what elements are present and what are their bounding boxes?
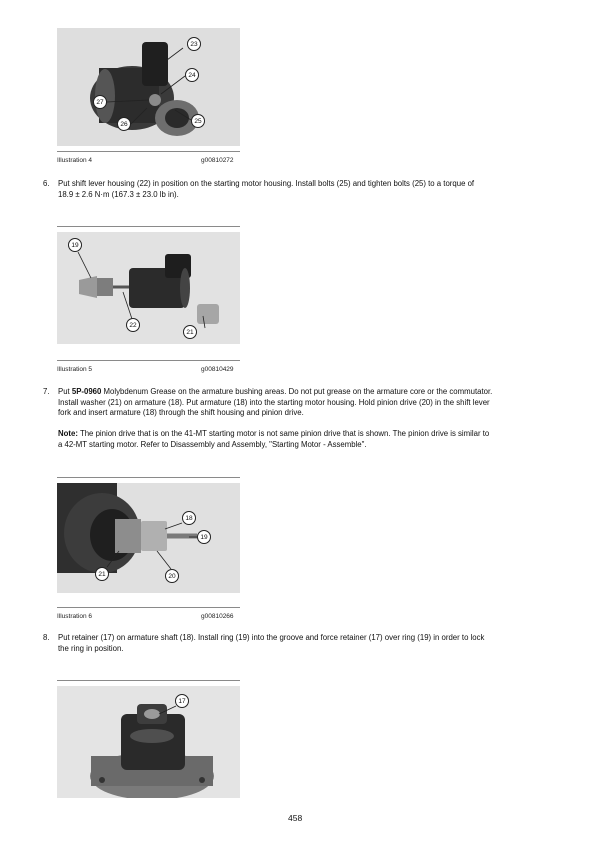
callout-20: 20	[165, 569, 179, 583]
callout-19: 19	[197, 530, 211, 544]
note-line-1-text: The pinion drive that is on the 41-MT starting motor is not same pinion drive that is shown. The pinion drive is similar to	[77, 429, 490, 438]
step-6-line-1: Put shift lever housing (22) in position on the starting motor housing. Install bolts (25) and tighten bolts (25) to a torque of	[58, 179, 475, 188]
illustration-6-id: g00810266	[201, 613, 234, 620]
illustration-5-id: g00810429	[201, 366, 234, 373]
callout-21: 21	[183, 325, 197, 339]
step-8-line-1: Put retainer (17) on armature shaft (18). Install ring (19) into the groove and force retainer (17) over ring (19) in order to lock	[58, 633, 485, 642]
callout-25: 25	[191, 114, 205, 128]
step-7-line-2: Install washer (21) on armature (18). Put armature (18) into the starting motor housing. Hold pinion drive (20) in the shift lever	[58, 397, 490, 407]
illustration-6-photo	[57, 483, 240, 593]
step-7-line-1-post: Molybdenum Grease on the armature bushing areas. Do not put grease on the armature core or the commutator.	[101, 387, 493, 396]
callout-21: 21	[95, 567, 109, 581]
illustration-6-rule	[57, 607, 240, 608]
callout-24: 24	[185, 68, 199, 82]
callout-18: 18	[182, 511, 196, 525]
step-6-line-2: 18.9 ± 2.6 N·m (167.3 ± 23.0 lb in).	[58, 189, 179, 199]
illustration-6-label: Illustration 6	[57, 613, 93, 620]
note-line-2: a 42-MT starting motor. Refer to Disassembly and Assembly, "Starting Motor - Assemble".	[58, 439, 367, 449]
callout-23: 23	[187, 37, 201, 51]
step-7-number: 7.	[43, 387, 50, 396]
illustration-5-rule	[57, 360, 240, 361]
illustration-4-id: g00810272	[201, 157, 234, 164]
illustration-6-top-rule	[57, 477, 240, 478]
step-8-line-2: the ring in position.	[58, 643, 124, 653]
page-number: 458	[288, 813, 303, 823]
step-8-number: 8.	[43, 633, 50, 642]
illustration-4-rule	[57, 151, 240, 152]
step-6-number: 6.	[43, 179, 50, 188]
step-7-line-3: fork and insert armature (18) through the shift housing and pinion drive.	[58, 408, 304, 418]
illustration-7-photo	[57, 686, 240, 798]
callout-22: 22	[126, 318, 140, 332]
callout-27: 27	[93, 95, 107, 109]
illustration-4-label: Illustration 4	[57, 157, 93, 164]
note-label: Note:	[58, 429, 78, 438]
callout-26: 26	[117, 117, 131, 131]
step-7-line-1	[58, 387, 492, 398]
part-number-5P-0960: 5P-0960	[71, 387, 102, 396]
step-7-note	[58, 429, 573, 450]
illustration-5-photo	[57, 232, 240, 344]
illustration-7-top-rule	[57, 680, 240, 681]
callout-19: 19	[68, 238, 82, 252]
illustration-4-photo	[57, 28, 240, 146]
illustration-5-top-rule	[57, 226, 240, 227]
callout-17: 17	[175, 694, 189, 708]
step-7-line-1-pre: Put	[58, 387, 72, 396]
illustration-5-label: Illustration 5	[57, 366, 93, 373]
note-line-1	[58, 429, 573, 440]
